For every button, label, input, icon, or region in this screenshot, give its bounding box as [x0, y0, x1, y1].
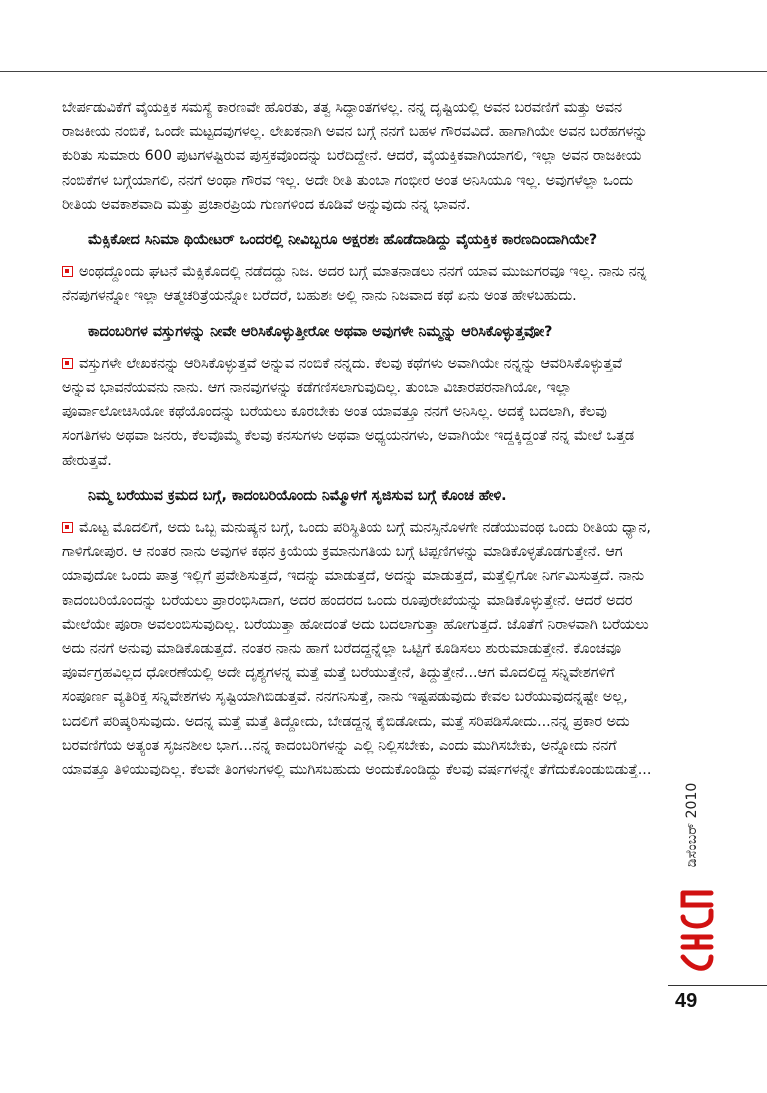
question-3: ನಿಮ್ಮ ಬರೆಯುವ ಕ್ರಮದ ಬಗ್ಗೆ, ಕಾದಂಬರಿಯೊಂದು ನಿಮ್ಮೊಳಗೆ ಸೃಜಿಸುವ ಬಗ್ಗೆ ಕೊಂಚ ಹೇಳಿ. [88, 487, 507, 504]
answer-marker-icon [62, 522, 73, 533]
page-number: 49 [675, 990, 698, 1012]
page-number-rule [668, 985, 767, 986]
issue-date [677, 782, 707, 868]
answer-2 [62, 352, 657, 473]
question-2: ಕಾದಂಬರಿಗಳ ವಸ್ತುಗಳನ್ನು ನೀವೇ ಆರಿಸಿಕೊಳ್ಳುತ್ತೀರೋ ಅಥವಾ ಅವುಗಳೇ ನಿಮ್ಮನ್ನು ಆರಿಸಿಕೊಳ್ಳುತ್ತವೋ? [88, 323, 553, 340]
header-rule [0, 71, 767, 72]
issue-date-text: ಡಿಸೆಂಬರ್ 2010 [684, 782, 700, 868]
answer-1 [62, 260, 657, 308]
answer-3 [62, 516, 657, 782]
article-body [62, 96, 657, 793]
answer-marker-icon [62, 358, 73, 369]
paragraph-intro: ಬೇರ್ಪಡುವಿಕೆಗೆ ವೈಯಕ್ತಿಕ ಸಮಸ್ಯೆ ಕಾರಣವೇ ಹೊರತು, ತತ್ವ ಸಿದ್ಧಾಂತಗಳಲ್ಲ. ನನ್ನ ದೃಷ್ಟಿಯಲ್ಲಿ ಅವನ ಬರವಣಿಗೆ ಮತ್ತು ಅವನ ರಾಜಕೀಯ ನಂಬಿಕೆ, ಒಂದೇ ಮಟ್ಟದವುಗಳಲ್ಲ. ಲೇಖಕನಾಗಿ ಅವನ ಬಗ್ಗೆ ನನಗೆ ಬಹಳ ಗೌರವವಿದೆ. ಹಾಗಾಗಿಯೇ ಅವನ ಬರೆಹಗಳನ್ನು ಕುರಿತು ಸುಮಾರು 600 ಪುಟಗಳಷ್ಟಿರುವ ಪುಸ್ತಕವೊಂದನ್ನು ಬರೆದಿದ್ದೇನೆ. ಆದರೆ, ವೈಯಕ್ತಿಕವಾಗಿಯಾಗಲಿ, ಇಲ್ಲಾ ಅವನ ರಾಜಕೀಯ ನಂಬಿಕೆಗಳ ಬಗ್ಗೆಯಾಗಲಿ, ನನಗೆ ಅಂಥಾ ಗೌರವ ಇಲ್ಲ. ಅದೇ ರೀತಿ ತುಂಬಾ ಗಂಭೀರ ಅಂತ ಅನಿಸಿಯೂ ಇಲ್ಲ. ಅವುಗಳೆಲ್ಲಾ ಒಂದು ರೀತಿಯ ಅವಕಾಶವಾದಿ ಮತ್ತು ಪ್ರಚಾರಪ್ರಿಯ ಗುಣಗಳಿಂದ ಕೂಡಿವೆ ಅನ್ನುವುದು ನನ್ನ ಭಾವನೆ. [62, 100, 648, 213]
answer-2-text: ವಸ್ತುಗಳೇ ಲೇಖಕನನ್ನು ಆರಿಸಿಕೊಳ್ಳುತ್ತವೆ ಅನ್ನುವ ನಂಬಿಕೆ ನನ್ನದು. ಕೆಲವು ಕಥೆಗಳು ಅವಾಗಿಯೇ ನನ್ನನ್ನು ಆವರಿಸಿಕೊಳ್ಳುತ್ತವೆ ಅನ್ನುವ ಭಾವನೆಯವನು ನಾನು. ಆಗ ನಾನವುಗಳನ್ನು ಕಡೆಗಣಿಸಲಾಗುವುದಿಲ್ಲ. ತುಂಬಾ ವಿಚಾರಪರನಾಗಿಯೋ, ಇಲ್ಲಾ ಪೂರ್ವಾಲೋಚಿಸಿಯೋ ಕಥೆಯೊಂದನ್ನು ಬರೆಯಲು ಕೂರಬೇಕು ಅಂತ ಯಾವತ್ತೂ ನನಗೆ ಅನಿಸಿಲ್ಲ. ಅದಕ್ಕೆ ಬದಲಾಗಿ, ಕೆಲವು ಸಂಗತಿಗಳು ಅಥವಾ ಜನರು, ಕೆಲವೊಮ್ಮೆ ಕೆಲವು ಕನಸುಗಳು ಅಥವಾ ಅಧ್ಯಯನಗಳು, ಅವಾಗಿಯೇ ಇದ್ದಕ್ಕಿದ್ದಂತೆ ನನ್ನ ಮೇಲೆ ಒತ್ತಡ ಹೇರುತ್ತವೆ. [62, 355, 635, 469]
question-1: ಮೆಕ್ಸಿಕೋದ ಸಿನಿಮಾ ಥಿಯೇಟರ್ ಒಂದರಲ್ಲಿ ನೀವಿಬ್ಬರೂ ಅಕ್ಷರಶಃ ಹೊಡೆದಾಡಿದ್ದು ವೈಯಕ್ತಿಕ ಕಾರಣದಿಂದಾಗಿಯೇ? [88, 232, 598, 249]
magazine-logo [675, 885, 719, 977]
answer-3-text: ಮೊಟ್ಟ ಮೊದಲಿಗೆ, ಅದು ಒಬ್ಬ ಮನುಷ್ಯನ ಬಗ್ಗೆ, ಒಂದು ಪರಿಸ್ಥಿತಿಯ ಬಗ್ಗೆ ಮನಸ್ಸಿನೊಳಗೇ ನಡೆಯುವಂಥ ಒಂದು ರೀತಿಯ ಧ್ಯಾನ, ಗಾಳಿಗೋಪುರ. ಆ ನಂತರ ನಾನು ಅವುಗಳ ಕಥನ ಕ್ರಿಯೆಯ ಕ್ರಮಾನುಗತಿಯ ಬಗ್ಗೆ ಟಿಪ್ಪಣಿಗಳನ್ನು ಮಾಡಿಕೊಳ್ಳತೊಡಗುತ್ತೇನೆ. ಆಗ ಯಾವುದೋ ಒಂದು ಪಾತ್ರ ಇಲ್ಲಿಗೆ ಪ್ರವೇಶಿಸುತ್ತದೆ, ಇದನ್ನು ಮಾಡುತ್ತದೆ, ಅದನ್ನು ಮಾಡುತ್ತದೆ, ಮತ್ತೆಲ್ಲಿಗೋ ನಿರ್ಗಮಿಸುತ್ತದೆ. ನಾನು ಕಾದಂಬರಿಯೊಂದನ್ನು ಬರೆಯಲು ಪ್ರಾರಂಭಿಸಿದಾಗ, ಅದರ ಹಂದರದ ಒಂದು ರೂಪುರೇಖೆಯನ್ನು ಮಾಡಿಕೊಳ್ಳುತ್ತೇನೆ. ಆದರೆ ಅದರ ಮೇಲೆಯೇ ಪೂರಾ ಅವಲಂಬಿಸುವುದಿಲ್ಲ. ಬರೆಯುತ್ತಾ ಹೋದಂತೆ ಅದು ಬದಲಾಗುತ್ತಾ ಹೋಗುತ್ತದೆ. ಜೊತೆಗೆ ನಿರಾಳವಾಗಿ ಬರೆಯಲು ಅದು ನನಗೆ ಅನುವು ಮಾಡಿಕೊಡುತ್ತದೆ. ನಂತರ ನಾನು ಹಾಗೆ ಬರೆದದ್ದನ್ನೆಲ್ಲಾ ಒಟ್ಟಿಗೆ ಕೂಡಿಸಲು ಶುರುಮಾಡುತ್ತೇನೆ. ಕೊಂಚವೂ ಪೂರ್ವಗ್ರಹವಿಲ್ಲದ ಧೋರಣೆಯಲ್ಲಿ ಅದೇ ದೃಶ್ಯಗಳನ್ನ ಮತ್ತೆ ಮತ್ತೆ ಬರೆಯುತ್ತೇನೆ, ತಿದ್ದುತ್ತೇನೆ...ಆಗ ಮೊದಲಿದ್ದ ಸನ್ನಿವೇಶಗಳಿಗೆ ಸಂಪೂರ್ಣ ವ್ಯತಿರಿಕ್ತ ಸನ್ನಿವೇಶಗಳು ಸೃಷ್ಟಿಯಾಗಿಬಿಡುತ್ತವೆ. ನನಗನಿಸುತ್ತೆ, ನಾನು ಇಷ್ಟಪಡುವುದು ಕೇವಲ ಬರೆಯುವುದನ್ನಷ್ಟೇ ಅಲ್ಲ, ಬದಲಿಗೆ ಪರಿಷ್ಕರಿಸುವುದು. ಅದನ್ನ ಮತ್ತೆ ಮತ್ತೆ ತಿದ್ದೋದು, ಬೇಡದ್ದನ್ನ ಕೈಬಿಡೋದು, ಮತ್ತೆ ಸರಿಪಡಿಸೋದು...ನನ್ನ ಪ್ರಕಾರ ಅದು ಬರವಣಿಗೆಯ ಅತ್ಯಂತ ಸೃಜನಶೀಲ ಭಾಗ...ನನ್ನ ಕಾದಂಬರಿಗಳನ್ನು ಎಲ್ಲಿ ನಿಲ್ಲಿಸಬೇಕು, ಎಂದು ಮುಗಿಸಬೇಕು, ಅನ್ನೋದು ನನಗೆ ಯಾವತ್ತೂ ತಿಳಿಯುವುದಿಲ್ಲ. ಕೆಲವೇ ತಿಂಗಳುಗಳಲ್ಲಿ ಮುಗಿಸಬಹುದು ಅಂದುಕೊಂಡಿದ್ದು ಕೆಲವು ವರ್ಷಗಳನ್ನೇ ತೆಗೆದುಕೊಂಡುಬಿಡುತ್ತೆ... [62, 520, 652, 779]
answer-marker-icon [62, 266, 73, 277]
answer-1-text: ಅಂಥದ್ದೊಂದು ಘಟನೆ ಮೆಕ್ಸಿಕೊದಲ್ಲಿ ನಡೆದದ್ದು ನಿಜ. ಅದರ ಬಗ್ಗೆ ಮಾತನಾಡಲು ನನಗೆ ಯಾವ ಮುಜುಗರವೂ ಇಲ್ಲ. ನಾನು ನನ್ನ ನೆನಪುಗಳನ್ನೋ ಇಲ್ಲಾ ಆತ್ಮಚರಿತ್ರೆಯನ್ನೋ ಬರೆದರೆ, ಬಹುಶಃ ಅಲ್ಲಿ ನಾನು ನಿಜವಾದ ಕಥೆ ಏನು ಅಂತ ಹೇಳಬಹುದು. [62, 264, 647, 305]
